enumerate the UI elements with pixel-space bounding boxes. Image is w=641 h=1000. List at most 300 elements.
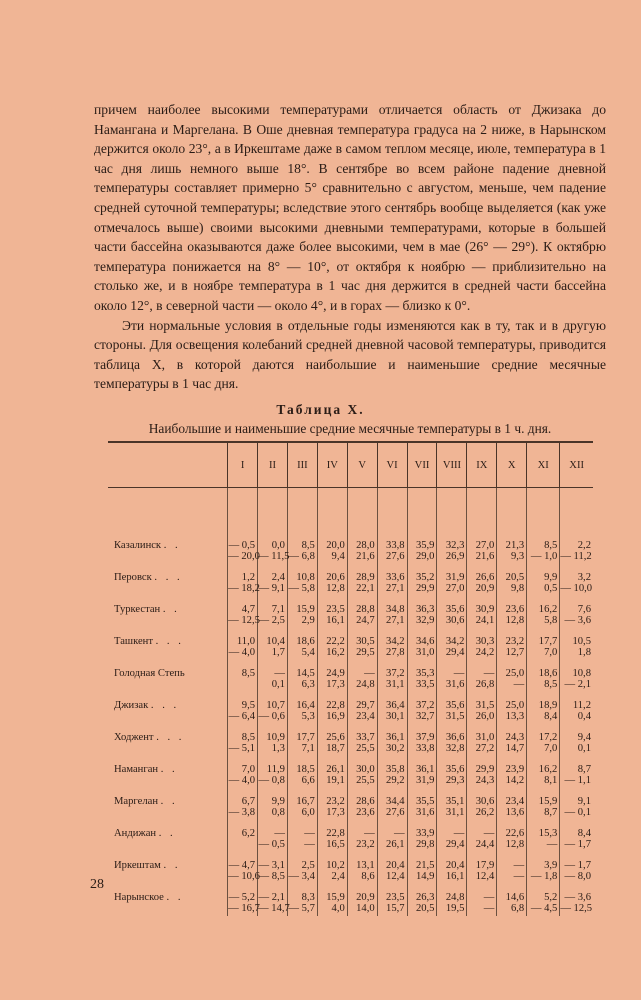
max-value-cell: 33,9 [407, 820, 437, 839]
min-value-cell: — 4,5 [527, 903, 560, 916]
station-name [108, 852, 228, 871]
station-name-spacer [108, 551, 228, 564]
min-value-cell: 31,6 [407, 807, 437, 820]
min-value-cell: 5,4 [287, 647, 317, 660]
min-value-cell: 2,9 [287, 615, 317, 628]
month-header: II [258, 442, 288, 488]
station-name-spacer [108, 647, 228, 660]
station-name-spacer [108, 711, 228, 724]
min-value-cell: 22,1 [347, 583, 377, 596]
min-value-cell: 8,5 [527, 679, 560, 692]
min-value-cell: 14,0 [347, 903, 377, 916]
max-value-cell: 22,8 [317, 692, 347, 711]
max-value-cell: 8,5 [228, 660, 258, 679]
min-value-cell: 33,5 [407, 679, 437, 692]
min-value-cell: — 2,1 [560, 679, 593, 692]
min-value-cell: — [287, 839, 317, 852]
max-value-cell: 30,5 [347, 628, 377, 647]
min-value-cell: 12,8 [497, 839, 527, 852]
max-value-cell: 6,7 [228, 788, 258, 807]
max-value-cell: 20,0 [317, 488, 347, 552]
max-value-cell: 8,7 [560, 756, 593, 775]
station-label: Казалинск [114, 540, 162, 551]
min-value-cell: — 8,5 [258, 871, 288, 884]
min-value-cell: — 1,7 [560, 839, 593, 852]
min-value-cell: 6,3 [287, 679, 317, 692]
max-value-cell: 2,2 [560, 488, 593, 552]
min-value-cell: 29,3 [437, 775, 467, 788]
min-value-cell: — 3,4 [287, 871, 317, 884]
station-label: Ходжент [114, 732, 154, 743]
max-value-cell: 9,5 [228, 692, 258, 711]
table-row-min [108, 839, 593, 852]
max-value-cell: 28,8 [347, 596, 377, 615]
max-value-cell: 2,5 [287, 852, 317, 871]
min-value-cell: — 11,2 [560, 551, 592, 562]
min-value-cell: 16,1 [437, 871, 467, 884]
min-value-cell: 5,3 [287, 711, 317, 724]
max-value-cell: 36,6 [437, 724, 467, 743]
min-value-cell: — 14,7 [258, 903, 290, 914]
table-row-max [108, 820, 593, 839]
min-value-cell: 27,1 [377, 583, 407, 596]
max-value-cell: — [467, 660, 497, 679]
min-value-cell: 27,8 [377, 647, 407, 660]
max-value-cell: 8,5 [287, 488, 317, 552]
leader-dots: . . [166, 892, 184, 903]
max-value-cell: 8,5 [228, 724, 258, 743]
min-value-cell: — 1,1 [560, 775, 593, 788]
min-value-cell: — 9,1 [258, 583, 288, 596]
min-value-cell: 2,4 [317, 871, 347, 884]
table-row-max [108, 660, 593, 679]
leader-dots: . . [158, 828, 176, 839]
min-value-cell: 12,7 [497, 647, 527, 660]
min-value-cell: 18,7 [317, 743, 347, 756]
table-row-min [108, 903, 593, 916]
max-value-cell: 9,9 [527, 564, 560, 583]
max-value-cell: 23,9 [497, 756, 527, 775]
max-value-cell: — 2,1 [258, 884, 288, 903]
page-number: 28 [90, 877, 104, 892]
min-value-cell: 6,8 [497, 903, 527, 916]
max-value-cell: 36,1 [377, 724, 407, 743]
min-value-cell: 33,8 [407, 743, 437, 756]
max-value-cell: 29,7 [347, 692, 377, 711]
month-header: VIII [437, 442, 467, 488]
max-value-cell: — 4,7 [228, 852, 258, 871]
station-label: Джизак [114, 700, 149, 711]
table-row-max [108, 596, 593, 615]
month-header: I [228, 442, 258, 488]
min-value-cell: 31,1 [437, 807, 467, 820]
min-value-cell: 16,1 [317, 615, 347, 628]
max-value-cell: 36,1 [407, 756, 437, 775]
max-value-cell: 34,8 [377, 596, 407, 615]
table-row-max [108, 488, 593, 552]
table-subtitle: Наибольшие и наименьшие средние месячные температуры в 1 ч. дня. [148, 421, 552, 436]
min-value-cell: 31,9 [407, 775, 437, 788]
paragraph-1: причем наиболее высокими температурами отличается область от Джизака до Намангана и Маргелана. В Оше дневная температура градуса на 2 ниже, в Нарынском держится около 23°, а в Иркештаме даже в самом теплом месяце, июле, температура в 1 час дня лишь немного выше 18°. В сентябре во всем районе падение дневной температуры составляет примерно 5° сравнительно с августом, меньше, чем падение средней суточной температуры; вследствие этого сентябрь вообще выделяется (как уже отмечалось выше) своими высокими дневными температурами, которые в большей части бассейна оказываются даже более высокими, чем в мае (26° — 29°). К октябрю температура понижается на 8° — 10°, от октября к ноябрю — приблизительно на столько же, и в ноябре температура в 1 час дня держится в средней части бассейна около 12°, в северной части — около 4°, и в горах — близко к 0°. [94, 102, 606, 313]
max-value-cell: 25,0 [497, 692, 527, 711]
station-label: Нарынское [114, 892, 164, 903]
max-value-cell: 13,1 [347, 852, 377, 871]
table-row-min [108, 679, 593, 692]
max-value-cell: 37,9 [407, 724, 437, 743]
max-value-cell: 10,4 [258, 628, 288, 647]
min-value-cell: — 18,2 [228, 583, 260, 594]
max-value-cell: 23,6 [497, 596, 527, 615]
table-row-min [108, 647, 593, 660]
min-value-cell: 7,0 [527, 647, 560, 660]
max-value-cell: 18,5 [287, 756, 317, 775]
max-value-cell: 34,4 [377, 788, 407, 807]
max-value-cell: — [377, 820, 407, 839]
max-value-cell: 16,4 [287, 692, 317, 711]
max-value-cell: 30,0 [347, 756, 377, 775]
station-name-spacer [108, 839, 228, 852]
max-value-cell: 15,9 [527, 788, 560, 807]
max-value-cell: 3,9 [527, 852, 560, 871]
min-value-cell: — 6,4 [228, 711, 258, 724]
station-name-spacer [108, 903, 228, 916]
min-value-cell: 1,3 [258, 743, 288, 756]
min-value-cell: — 1,0 [527, 551, 560, 564]
min-value-cell: 29,4 [437, 839, 467, 852]
min-value-cell: 17,3 [317, 679, 347, 692]
min-value-cell: 29,2 [377, 775, 407, 788]
min-value-cell: 6,0 [287, 807, 317, 820]
min-value-cell: — [527, 839, 560, 852]
max-value-cell: 29,9 [467, 756, 497, 775]
max-value-cell: 3,2 [560, 564, 593, 583]
min-value-cell: 30,2 [377, 743, 407, 756]
max-value-cell: 26,3 [407, 884, 437, 903]
max-value-cell: 10,7 [258, 692, 288, 711]
min-value-cell: — 3,8 [228, 807, 258, 820]
max-value-cell: 10,8 [287, 564, 317, 583]
max-value-cell: — [347, 660, 377, 679]
min-value-cell: — [497, 679, 527, 692]
min-value-cell: — 0,1 [560, 807, 593, 820]
max-value-cell: 35,5 [407, 788, 437, 807]
leader-dots: . . . [156, 732, 185, 743]
min-value-cell: 24,2 [467, 647, 497, 660]
table-row-min [108, 775, 593, 788]
min-value-cell: 9,3 [497, 551, 527, 564]
paragraph-2: Эти нормальные условия в отдельные годы изменяются как в ту, так и в другую стороны. Для освещения колебаний средней дневной часовой температуры, приводится таблица X, в которой даются наибольшие и наименьшие средние месячные температуры в 1 час дня. [94, 317, 606, 392]
min-value-cell: 26,9 [437, 551, 467, 564]
min-value-cell: — [497, 871, 527, 884]
max-value-cell: 34,2 [437, 628, 467, 647]
table-title: Таблица X. [276, 402, 365, 417]
station-label: Маргелан [114, 796, 158, 807]
station-name-spacer [108, 775, 228, 788]
min-value-cell: — 0,5 [258, 839, 288, 852]
min-value-cell: 17,3 [317, 807, 347, 820]
station-name [108, 488, 228, 552]
table-row-max [108, 788, 593, 807]
min-value-cell: 29,8 [407, 839, 437, 852]
min-value-cell: 8,7 [527, 807, 560, 820]
max-value-cell: 31,5 [467, 692, 497, 711]
min-value-cell: 24,1 [467, 615, 497, 628]
station-name [108, 884, 228, 903]
max-value-cell: 4,7 [228, 596, 258, 615]
min-value-cell: — [467, 903, 497, 916]
max-value-cell: 32,3 [437, 488, 467, 552]
max-value-cell: 30,9 [467, 596, 497, 615]
max-value-cell: 35,1 [437, 788, 467, 807]
max-value-cell: 21,3 [497, 488, 527, 552]
min-value-cell: 12,4 [467, 871, 497, 884]
max-value-cell: 25,0 [497, 660, 527, 679]
month-header: X [497, 442, 527, 488]
max-value-cell: 22,6 [497, 820, 527, 839]
min-value-cell: — 6,8 [287, 551, 317, 564]
max-value-cell: — [287, 820, 317, 839]
min-value-cell: 26,0 [467, 711, 497, 724]
max-value-cell: 9,9 [258, 788, 288, 807]
max-value-cell: 28,0 [347, 488, 377, 552]
max-value-cell: 23,4 [497, 788, 527, 807]
max-value-cell: 18,6 [287, 628, 317, 647]
station-name-spacer [108, 583, 228, 596]
max-value-cell: 15,3 [527, 820, 560, 839]
table-row-min [108, 807, 593, 820]
min-value-cell: — 5,7 [287, 903, 317, 916]
max-value-cell: 9,1 [560, 788, 593, 807]
max-value-cell: 23,5 [317, 596, 347, 615]
max-value-cell: 24,8 [437, 884, 467, 903]
min-value-cell: 29,9 [407, 583, 437, 596]
min-value-cell: 25,5 [347, 743, 377, 756]
max-value-cell: 10,8 [560, 660, 593, 679]
leader-dots: . . . [150, 700, 180, 711]
max-value-cell: 15,9 [317, 884, 347, 903]
table-body [108, 488, 593, 917]
station-label: Туркестан [114, 604, 161, 615]
min-value-cell: — 12,5 [560, 903, 593, 914]
min-value-cell: 30,1 [377, 711, 407, 724]
max-value-cell: 7,0 [228, 756, 258, 775]
month-header: III [287, 442, 317, 488]
min-value-cell: 14,9 [407, 871, 437, 884]
station-name [108, 660, 228, 679]
max-value-cell: 2,4 [258, 564, 288, 583]
table-row-max [108, 884, 593, 903]
station-name [108, 756, 228, 775]
month-header: VI [377, 442, 407, 488]
min-value-cell: 32,9 [407, 615, 437, 628]
min-value-cell [228, 679, 258, 692]
min-value-cell: — 8,0 [560, 871, 593, 884]
station-name-spacer [108, 807, 228, 820]
leader-dots: . . [160, 796, 178, 807]
max-value-cell: 34,2 [377, 628, 407, 647]
max-value-cell: 22,2 [317, 628, 347, 647]
min-value-cell: 26,1 [377, 839, 407, 852]
min-value-cell: 0,8 [258, 807, 288, 820]
max-value-cell: 18,6 [527, 660, 560, 679]
min-value-cell: 14,2 [497, 775, 527, 788]
min-value-cell: — 20,0 [228, 551, 260, 562]
max-value-cell: 28,6 [347, 788, 377, 807]
table-row-max [108, 852, 593, 871]
month-header-row [108, 442, 593, 488]
min-value-cell: 12,4 [377, 871, 407, 884]
station-name-spacer [108, 743, 228, 756]
table-row-min [108, 743, 593, 756]
max-value-cell: 33,7 [347, 724, 377, 743]
max-value-cell: 35,9 [407, 488, 437, 552]
max-value-cell: 17,9 [467, 852, 497, 871]
station-label: Перовск [114, 572, 152, 583]
station-name [108, 596, 228, 615]
table-row-max [108, 564, 593, 583]
station-label: Голодная Степь [114, 668, 185, 679]
max-value-cell: 15,9 [287, 596, 317, 615]
max-value-cell: 14,5 [287, 660, 317, 679]
max-value-cell: 20,6 [317, 564, 347, 583]
station-label: Ташкент [114, 636, 153, 647]
month-header: VII [407, 442, 437, 488]
max-value-cell: 20,5 [497, 564, 527, 583]
min-value-cell: — 0,6 [258, 711, 288, 724]
max-value-cell: — [258, 660, 288, 679]
table-row-max [108, 756, 593, 775]
min-value-cell [228, 839, 258, 852]
min-value-cell: 9,4 [317, 551, 347, 564]
body-text [94, 100, 606, 394]
max-value-cell: 31,0 [467, 724, 497, 743]
station-label: Андижан [114, 828, 157, 839]
max-value-cell: 10,5 [560, 628, 593, 647]
max-value-cell: 25,6 [317, 724, 347, 743]
min-value-cell: 0,4 [560, 711, 593, 724]
month-header: XII [560, 442, 593, 488]
min-value-cell: 14,7 [497, 743, 527, 756]
station-label: Наманган [114, 764, 159, 775]
min-value-cell: 8,6 [347, 871, 377, 884]
max-value-cell: 23,2 [497, 628, 527, 647]
station-name-spacer [108, 871, 228, 884]
max-value-cell: 23,5 [377, 884, 407, 903]
max-value-cell: — [497, 852, 527, 871]
month-header: XI [527, 442, 560, 488]
table-row-max [108, 692, 593, 711]
min-value-cell: 26,8 [467, 679, 497, 692]
max-value-cell: 0,0 [258, 488, 288, 552]
min-value-cell: 13,3 [497, 711, 527, 724]
min-value-cell: 24,7 [347, 615, 377, 628]
max-value-cell: 35,6 [437, 756, 467, 775]
min-value-cell: 8,1 [527, 775, 560, 788]
max-value-cell: 18,9 [527, 692, 560, 711]
min-value-cell: — 10,0 [560, 583, 593, 594]
min-value-cell: — 4,0 [228, 775, 258, 788]
max-value-cell: 37,2 [407, 692, 437, 711]
max-value-cell: 17,7 [527, 628, 560, 647]
max-value-cell: 11,2 [560, 692, 593, 711]
max-value-cell: 26,1 [317, 756, 347, 775]
max-value-cell: — 3,1 [258, 852, 288, 871]
leader-dots: . . . [155, 636, 184, 647]
min-value-cell: — 5,8 [287, 583, 317, 596]
min-value-cell: 9,8 [497, 583, 527, 596]
month-header: IX [467, 442, 497, 488]
station-name-spacer [108, 615, 228, 628]
min-value-cell: 13,6 [497, 807, 527, 820]
max-value-cell: 24,3 [497, 724, 527, 743]
min-value-cell: 20,9 [467, 583, 497, 596]
station-label: Иркештам [114, 860, 161, 871]
max-value-cell: — 5,2 [228, 884, 258, 903]
min-value-cell: — 16,7 [228, 903, 260, 914]
min-value-cell: 27,6 [377, 807, 407, 820]
temperature-table [108, 441, 593, 916]
min-value-cell: 1,8 [560, 647, 593, 660]
station-name [108, 820, 228, 839]
min-value-cell: 24,3 [467, 775, 497, 788]
station-column-header [108, 442, 228, 488]
min-value-cell: 27,0 [437, 583, 467, 596]
leader-dots: . . [162, 604, 180, 615]
max-value-cell: — [467, 820, 497, 839]
min-value-cell: 30,6 [437, 615, 467, 628]
table-row-min [108, 615, 593, 628]
min-value-cell: 16,9 [317, 711, 347, 724]
max-value-cell: 17,7 [287, 724, 317, 743]
max-value-cell: 20,9 [347, 884, 377, 903]
min-value-cell: — 5,1 [228, 743, 258, 756]
table-row-max [108, 628, 593, 647]
max-value-cell: — [437, 820, 467, 839]
min-value-cell: 23,6 [347, 807, 377, 820]
max-value-cell: — [467, 884, 497, 903]
max-value-cell: — [437, 660, 467, 679]
min-value-cell: 31,0 [407, 647, 437, 660]
min-value-cell: 4,0 [317, 903, 347, 916]
max-value-cell: — 0,5 [228, 488, 258, 552]
max-value-cell: 33,6 [377, 564, 407, 583]
month-header: IV [317, 442, 347, 488]
min-value-cell: — 2,5 [258, 615, 288, 628]
max-value-cell: 16,2 [527, 596, 560, 615]
max-value-cell: 16,2 [527, 756, 560, 775]
station-name [108, 788, 228, 807]
max-value-cell: 30,6 [467, 788, 497, 807]
max-value-cell: 23,2 [317, 788, 347, 807]
min-value-cell: 20,5 [407, 903, 437, 916]
min-value-cell: 21,6 [347, 551, 377, 564]
min-value-cell: — 4,0 [228, 647, 258, 660]
max-value-cell: 17,2 [527, 724, 560, 743]
min-value-cell: 19,1 [317, 775, 347, 788]
leader-dots: . . [163, 540, 181, 551]
max-value-cell: 9,4 [560, 724, 593, 743]
max-value-cell: 31,9 [437, 564, 467, 583]
station-name [108, 564, 228, 583]
min-value-cell: 0,1 [258, 679, 288, 692]
station-name-spacer [108, 679, 228, 692]
max-value-cell: 30,3 [467, 628, 497, 647]
min-value-cell: 29,0 [407, 551, 437, 564]
max-value-cell: 35,3 [407, 660, 437, 679]
max-value-cell: 21,5 [407, 852, 437, 871]
max-value-cell: 24,9 [317, 660, 347, 679]
max-value-cell: 7,6 [560, 596, 593, 615]
